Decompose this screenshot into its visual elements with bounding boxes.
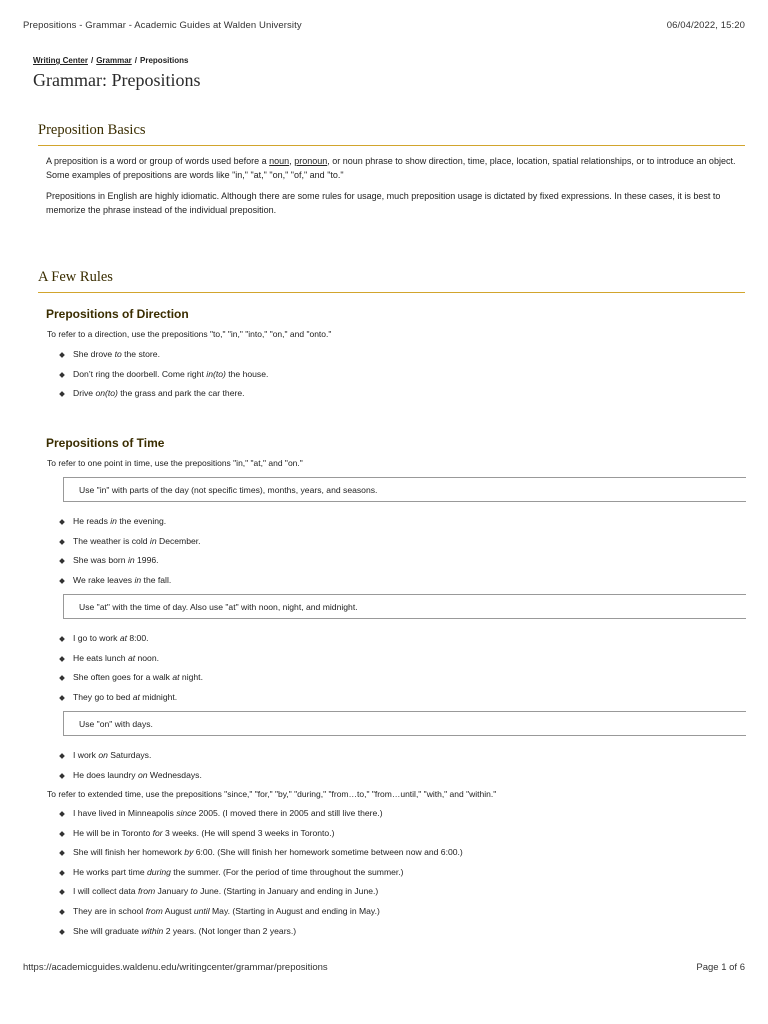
breadcrumb: [33, 56, 188, 65]
extended-time-intro: To refer to extended time, use the prepositions "since," "for," "by," "during," "from…to," "from…until," "with," and "within.": [47, 789, 497, 799]
callout-in: Use "in" with parts of the day (not specific times), months, years, and seasons.: [63, 477, 746, 502]
print-header-datetime: 06/04/2022, 15:20: [666, 20, 745, 31]
list-item: He reads in the evening.: [60, 516, 201, 536]
section-heading-rules: A Few Rules: [38, 269, 745, 293]
direction-intro: To refer to a direction, use the prepositions "to," "in," "into," "on," and "onto.": [47, 329, 332, 339]
callout-on: Use "on" with days.: [63, 711, 746, 736]
list-item: The weather is cold in December.: [60, 536, 201, 556]
basics-paragraph-1: [46, 154, 745, 182]
list-item: He works part time during the summer. (For the period of time throughout the summer.): [60, 867, 463, 887]
section-preposition-basics: [38, 122, 745, 217]
time-extended-examples: [60, 808, 463, 945]
print-footer-page-number: Page 1 of 6: [696, 962, 745, 973]
list-item: He does laundry on Wednesdays.: [60, 770, 202, 790]
breadcrumb-writing-center-link[interactable]: Writing Center: [33, 56, 88, 65]
list-item: She often goes for a walk at night.: [60, 672, 203, 692]
page-title: Grammar: Prepositions: [33, 70, 201, 90]
basics-p1-text-a: A preposition is a word or group of words used before a: [46, 156, 270, 166]
list-item: They are in school from August until May. (Starting in August and ending in May.): [60, 906, 463, 926]
list-item: She will finish her homework by 6:00. (She will finish her homework sometime between now and 6:00.): [60, 847, 463, 867]
subheading-direction: Prepositions of Direction: [46, 307, 189, 321]
list-item: I have lived in Minneapolis since 2005. (I moved there in 2005 and still live there.): [60, 808, 463, 828]
time-on-examples: [60, 750, 202, 789]
noun-link[interactable]: noun: [269, 156, 290, 166]
list-item: Drive on(to) the grass and park the car there.: [60, 388, 268, 408]
list-item: He eats lunch at noon.: [60, 653, 203, 673]
list-item: He will be in Toronto for 3 weeks. (He will spend 3 weeks in Toronto.): [60, 828, 463, 848]
section-heading-basics: Preposition Basics: [38, 122, 745, 146]
list-item: I work on Saturdays.: [60, 750, 202, 770]
basics-paragraph-2: Prepositions in English are highly idiomatic. Although there are some rules for usage, much preposition usage is dictated by fixed expressions. In these cases, it is best to memorize the phrase instead of the individual preposition.: [46, 191, 721, 215]
time-in-examples: [60, 516, 201, 594]
list-item: She was born in 1996.: [60, 555, 201, 575]
list-item: They go to bed at midnight.: [60, 692, 203, 712]
print-header-title: Prepositions - Grammar - Academic Guides at Walden University: [23, 20, 302, 31]
breadcrumb-separator: /: [90, 56, 94, 65]
callout-at: Use "at" with the time of day. Also use "at" with noon, night, and midnight.: [63, 594, 746, 619]
subheading-time: Prepositions of Time: [46, 436, 165, 450]
list-item: Don’t ring the doorbell. Come right in(to) the house.: [60, 369, 268, 389]
section-a-few-rules: [38, 269, 745, 293]
print-footer-url: https://academicguides.waldenu.edu/writingcenter/grammar/prepositions: [23, 962, 328, 973]
basics-p1-text-c: , or noun phrase to show direction, time, place, location, spatial relationships, or to introduce an object. Some examples of prepositions are words like "in," "at," "on," "of," and "to.": [46, 156, 736, 180]
list-item: She will graduate within 2 years. (Not longer than 2 years.): [60, 926, 463, 946]
list-item: She drove to the store.: [60, 349, 268, 369]
pronoun-link[interactable]: pronoun: [294, 156, 328, 166]
list-item: I go to work at 8:00.: [60, 633, 203, 653]
list-item: I will collect data from January to June. (Starting in January and ending in June.): [60, 886, 463, 906]
breadcrumb-grammar-link[interactable]: Grammar: [96, 56, 132, 65]
direction-examples: [60, 349, 268, 408]
time-at-examples: [60, 633, 203, 711]
breadcrumb-separator: /: [134, 56, 138, 65]
print-footer: [23, 962, 745, 973]
print-header: [23, 20, 745, 31]
time-intro: To refer to one point in time, use the prepositions "in," "at," and "on.": [47, 458, 303, 468]
breadcrumb-current: Prepositions: [140, 56, 189, 65]
basics-p1-text-b: ,: [289, 156, 295, 166]
list-item: We rake leaves in the fall.: [60, 575, 201, 595]
